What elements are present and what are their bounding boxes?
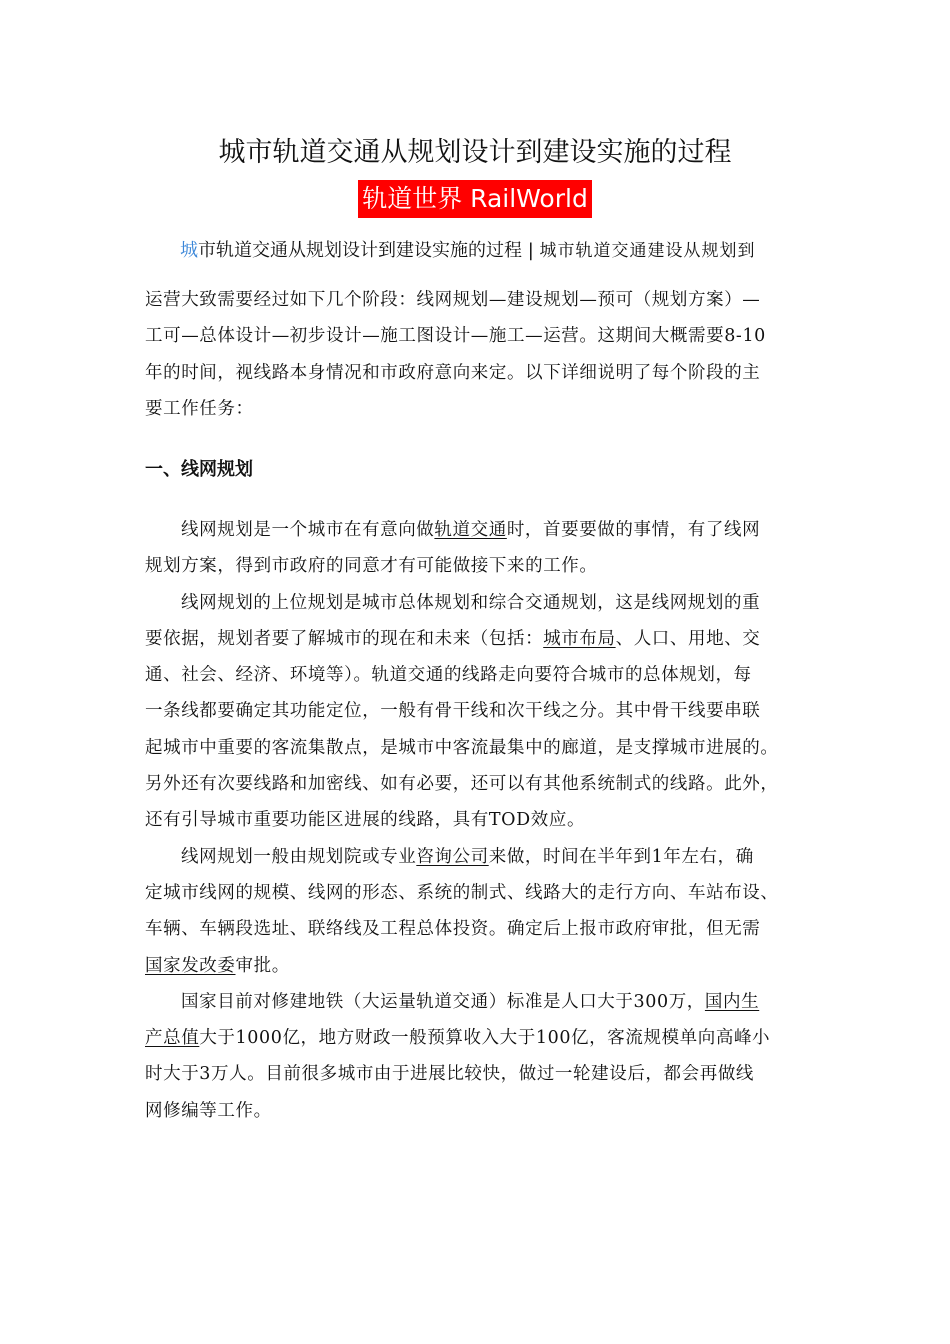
intro-line: 运营大致需要经过如下几个阶段：线网规划—建设规划—预可（规划方案）—	[145, 290, 761, 310]
text-run: 国家目前对修建地铁（大运量轨道交通）标准是人口大于300万，	[181, 991, 705, 1012]
paragraph-2	[145, 585, 825, 839]
text-run: 大于1000亿，地方财政一般预算收入大于100亿，客流规模单向高峰小	[199, 1028, 771, 1049]
paragraph-line: 起城市中重要的客流集散点，是城市中客流最集中的廊道，是支撑城市进展的。	[145, 737, 779, 758]
link-ndrc[interactable]: 国家发改委	[145, 955, 236, 976]
text-run: 线网规划一般由规划院或专业	[181, 846, 417, 867]
text-run: 时，首要要做的事情，有了线网	[506, 520, 761, 540]
intro-line: 年的时间，视线路本身情况和市政府意向来定。以下详细说明了每个阶段的主	[145, 362, 761, 383]
section-heading: 一、线网规划	[145, 459, 253, 480]
paragraph-line: 还有引导城市重要功能区进展的线路，具有TOD效应。	[145, 810, 586, 831]
brand-banner	[0, 180, 950, 218]
subtitle-first-char: 城	[180, 240, 198, 261]
paragraph-line	[145, 1020, 825, 1056]
link-gdp[interactable]: 国内生	[704, 991, 760, 1012]
intro-line: 工可—总体设计—初步设计—施工图设计—施工—运营。这期间大概需要8-10	[145, 326, 766, 347]
subtitle-line	[180, 236, 900, 266]
text-run: 来做，时间在半年到1年左右，确	[488, 846, 754, 867]
paragraph-line	[145, 839, 825, 875]
brand-label: 轨道世界 RailWorld	[358, 180, 592, 218]
link-consulting-company[interactable]: 咨询公司	[416, 846, 489, 867]
link-rail-transit[interactable]: 轨道交通	[434, 520, 507, 540]
link-gdp-cont[interactable]: 产总值	[145, 1028, 200, 1049]
paragraph-line: 另外还有次要线路和加密线、如有必要，还可以有其他系统制式的线路。此外，	[145, 774, 779, 795]
subtitle-title-part: 市轨道交通从规划设计到建设实施的过程 |	[198, 240, 540, 261]
paragraph-line: 线网规划的上位规划是城市总体规划和综合交通规划，这是线网规划的重	[181, 592, 761, 613]
paragraph-line: 规划方案，得到市政府的同意才有可能做接下来的工作。	[145, 556, 598, 577]
link-city-layout[interactable]: 城市布局	[543, 628, 616, 649]
text-run: 要依据，规划者要了解城市的现在和未来（包括：	[145, 628, 544, 649]
subtitle-text-part: 城市轨道交通建设从规划到	[539, 241, 756, 261]
paragraph-line	[145, 621, 825, 657]
text-run: 、人口、用地、交	[615, 628, 761, 649]
text-run: 审批。	[235, 955, 290, 976]
paragraph-1	[145, 512, 825, 585]
paragraph-line	[145, 512, 825, 548]
paragraph-line: 一条线都要确定其功能定位，一般有骨干线和次干线之分。其中骨干线要串联	[145, 701, 761, 722]
paragraph-4	[145, 984, 825, 1129]
text-run: 线网规划是一个城市在有意向做	[181, 520, 435, 540]
paragraph-line: 定城市线网的规模、线网的形态、系统的制式、线路大的走行方向、车站布设、	[145, 882, 779, 903]
paragraph-line: 通、社会、经济、环境等）。轨道交通的线路走向要符合城市的总体规划，每	[145, 665, 752, 686]
section-body	[145, 512, 825, 1129]
paragraph-line	[145, 948, 825, 984]
paragraph-3	[145, 839, 825, 984]
paragraph-line: 网修编等工作。	[145, 1100, 272, 1121]
paragraph-line: 时大于3万人。目前很多城市由于进展比较快，做过一轮建设后，都会再做线	[145, 1064, 755, 1085]
document-title: 城市轨道交通从规划设计到建设实施的过程	[218, 137, 732, 168]
paragraph-line	[145, 984, 825, 1020]
paragraph-line: 车辆、车辆段选址、联络线及工程总体投资。确定后上报市政府审批，但无需	[145, 919, 761, 940]
intro-paragraph	[145, 282, 825, 427]
intro-line: 要工作任务：	[145, 398, 254, 419]
